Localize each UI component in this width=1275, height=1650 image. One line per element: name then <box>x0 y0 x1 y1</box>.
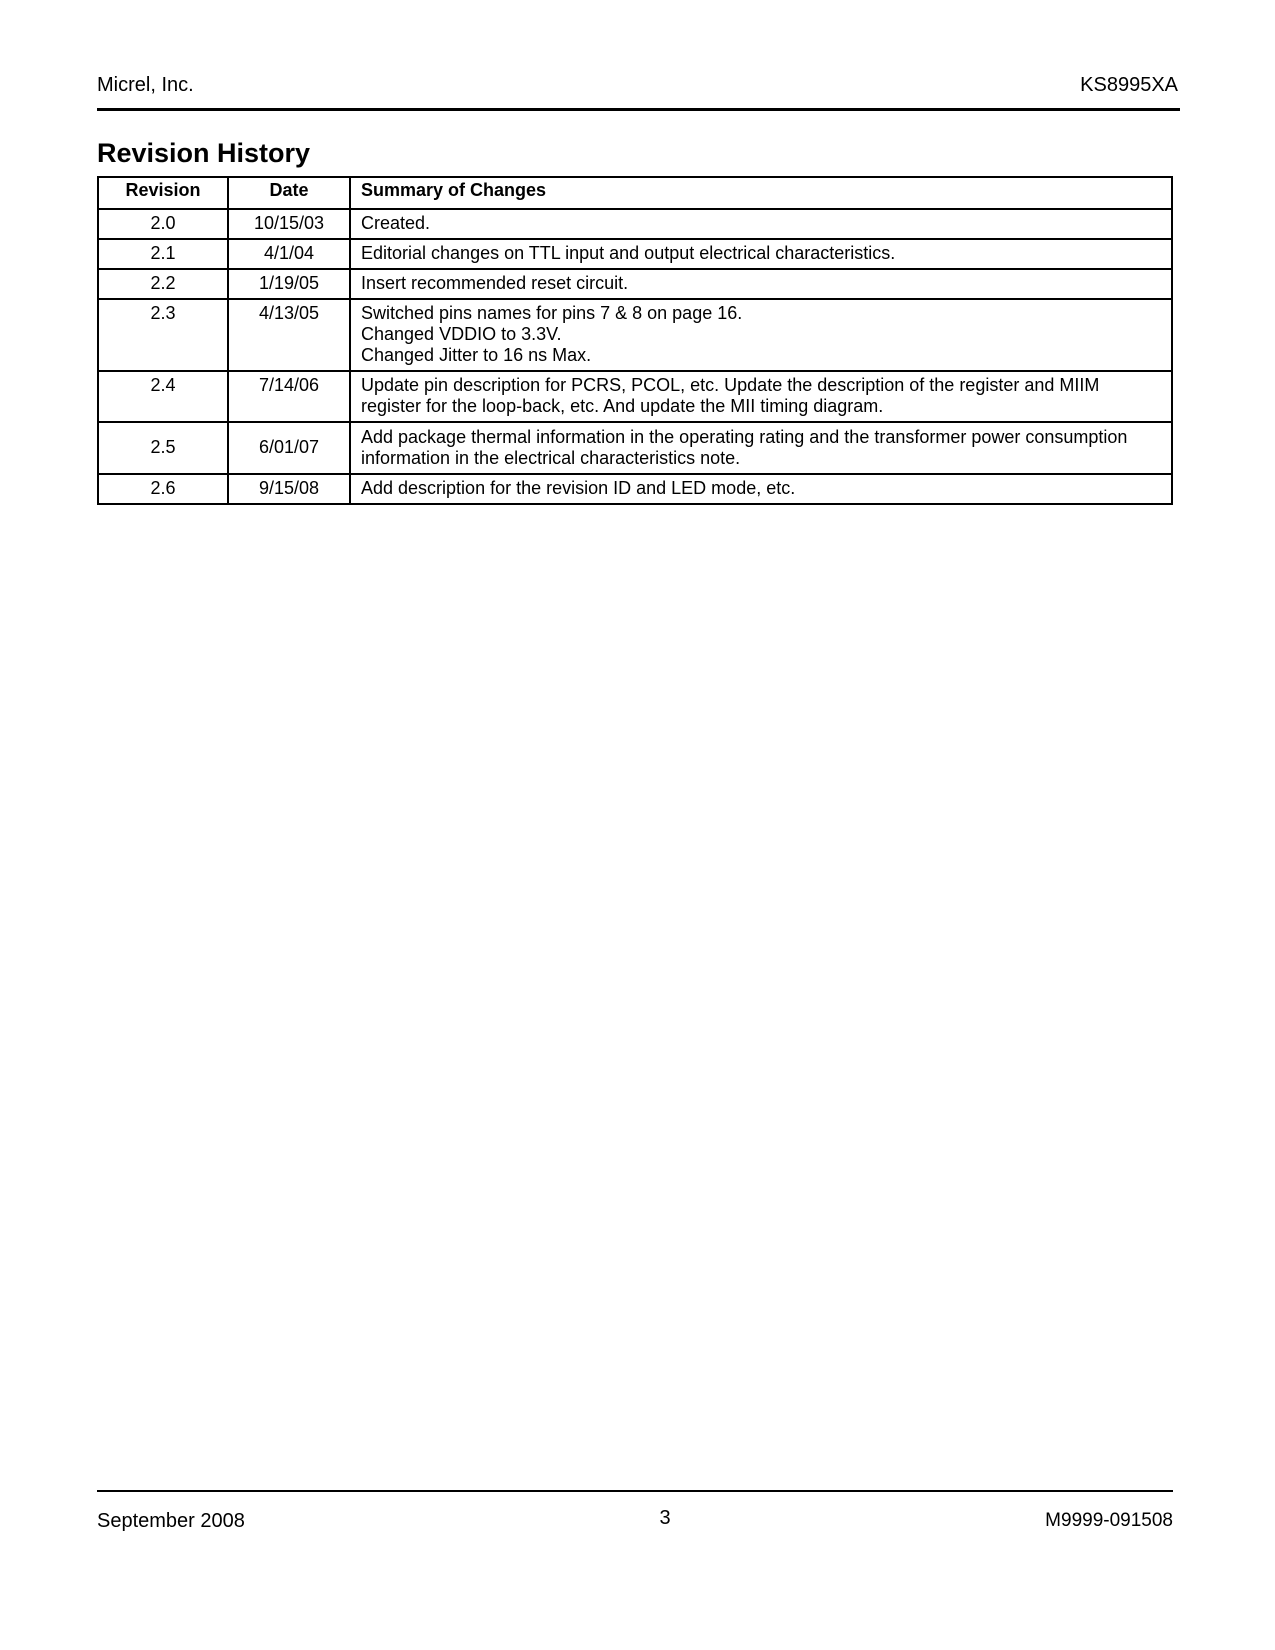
summary-line: Created. <box>361 213 431 233</box>
summary-line: Add package thermal information in the operating rating and the transformer power consumption <box>361 426 1128 447</box>
revision-cell: 2.2 <box>98 269 228 299</box>
revision-cell: 2.3 <box>98 299 228 371</box>
column-header-revision: Revision <box>98 177 228 209</box>
header-company: Micrel, Inc. <box>97 74 194 96</box>
date-cell: 6/01/07 <box>228 422 350 474</box>
summary-cell <box>350 422 1172 474</box>
revision-history-table <box>97 176 1173 505</box>
table-row <box>98 299 1172 371</box>
footer-divider <box>97 1490 1173 1492</box>
revision-cell: 2.4 <box>98 371 228 422</box>
footer-date: September 2008 <box>97 1510 245 1532</box>
table-row <box>98 422 1172 474</box>
table-row <box>98 269 1172 299</box>
date-cell: 1/19/05 <box>228 269 350 299</box>
date-cell: 10/15/03 <box>228 209 350 239</box>
summary-cell <box>350 239 1172 269</box>
revision-cell: 2.6 <box>98 474 228 504</box>
summary-line: register for the loop-back, etc. And update the MII timing diagram. <box>361 396 884 416</box>
summary-line: Switched pins names for pins 7 & 8 on page 16. <box>361 303 743 323</box>
date-cell: 7/14/06 <box>228 371 350 422</box>
summary-line: Changed VDDIO to 3.3V. <box>361 324 562 344</box>
summary-cell <box>350 474 1172 504</box>
revision-cell: 2.0 <box>98 209 228 239</box>
footer-doc-number: M9999-091508 <box>1045 1510 1173 1531</box>
summary-line: Add description for the revision ID and LED mode, etc. <box>361 478 796 498</box>
header-divider <box>97 108 1180 111</box>
footer-page-number: 3 <box>659 1507 671 1529</box>
summary-cell <box>350 269 1172 299</box>
summary-cell <box>350 299 1172 371</box>
table-row <box>98 239 1172 269</box>
date-cell: 4/13/05 <box>228 299 350 371</box>
summary-line: Update pin description for PCRS, PCOL, etc. Update the description of the register and MIIM <box>361 375 1100 395</box>
summary-line: Editorial changes on TTL input and output electrical characteristics. <box>361 243 896 263</box>
revision-cell: 2.5 <box>98 422 228 474</box>
summary-cell <box>350 209 1172 239</box>
table-row <box>98 209 1172 239</box>
summary-line: Insert recommended reset circuit. <box>361 273 629 293</box>
section-title: Revision History <box>97 138 311 168</box>
date-cell: 9/15/08 <box>228 474 350 504</box>
table-row <box>98 474 1172 504</box>
summary-line: information in the electrical characteristics note. <box>361 447 741 468</box>
revision-cell: 2.1 <box>98 239 228 269</box>
column-header-summary: Summary of Changes <box>350 177 1172 209</box>
header-part-number: KS8995XA <box>1080 74 1178 96</box>
summary-line: Changed Jitter to 16 ns Max. <box>361 345 592 365</box>
column-header-date: Date <box>228 177 350 209</box>
date-cell: 4/1/04 <box>228 239 350 269</box>
table-header-row <box>98 177 1172 209</box>
table-row <box>98 371 1172 422</box>
summary-cell <box>350 371 1172 422</box>
